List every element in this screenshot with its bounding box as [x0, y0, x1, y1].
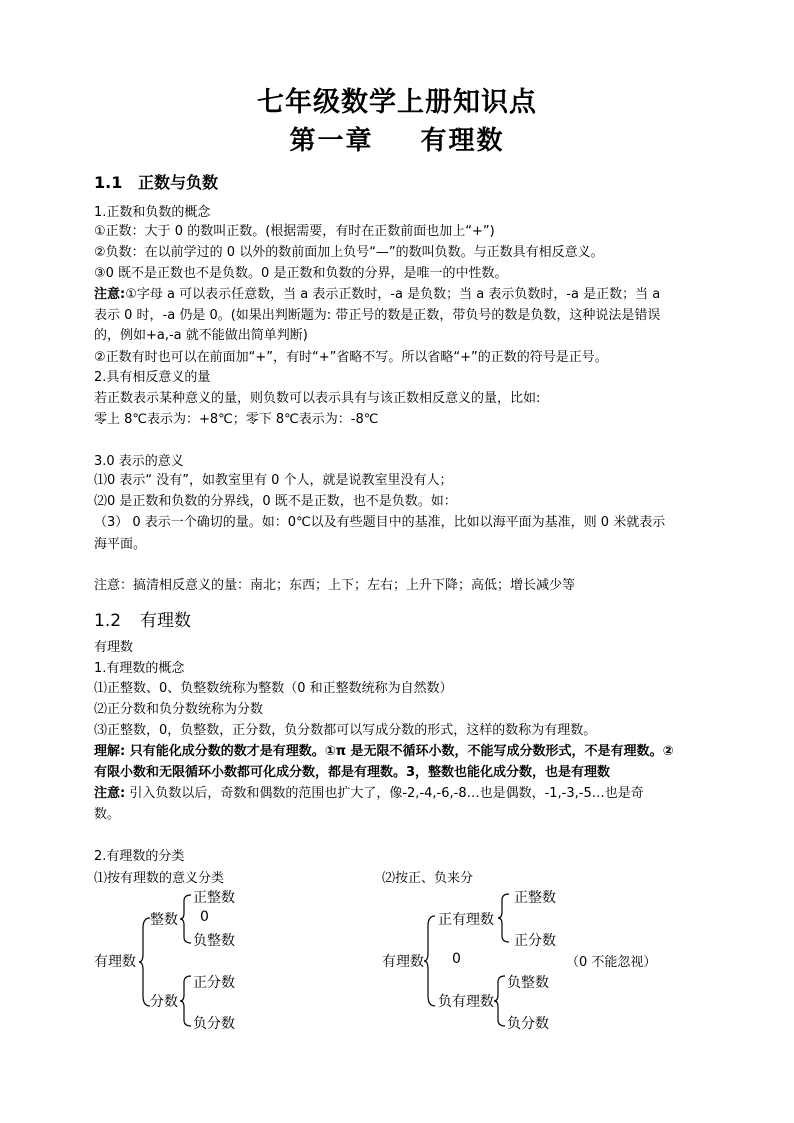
right-tree-zero: 0 [452, 951, 461, 967]
chapter-name: 有理数 [420, 126, 505, 156]
right-tree-neg-int: 负整数 [507, 975, 549, 991]
right-tree-neg-rational: 负有理数 [438, 994, 494, 1010]
left-tree-integer: 整数 [150, 912, 178, 928]
text-line: 表示 0 时，-a 仍是 0。(如果出判断题为: 带正号的数是正数，带负号的数是负数，这种说法是错误 [94, 308, 661, 323]
section-heading-1-1 [94, 170, 218, 193]
text-line: ⑴0 表示“ 没有”，如教室里有 0 个人，就是说教室里没有人； [94, 473, 453, 488]
section-heading-1-2 [94, 606, 191, 631]
text-line: 1.有理数的概念 [94, 661, 185, 676]
left-integer-brace-icon [180, 895, 192, 943]
section-title: 有理数 [140, 611, 191, 631]
text-line: 有限小数和无限循环小数都可化成分数，都是有理数。3，整数也能化成分数，也是有理数 [94, 765, 611, 780]
left-tree-neg-frac: 负分数 [193, 1016, 235, 1032]
section-number: 1.1 [94, 173, 123, 192]
chapter-label: 第一章 [289, 126, 374, 156]
text-line: ⑶正整数，0，负整数，正分数，负分数都可以写成分数的形式，这样的数称为有理数。 [94, 723, 597, 738]
note-text: 引入负数以后，奇数和偶数的范围也扩大了，像-2,-4,-6,-8…也是偶数，-1,-3,-5…也是奇 [129, 786, 644, 801]
left-tree-pos-frac: 正分数 [193, 975, 235, 991]
right-neg-brace-icon [494, 976, 506, 1026]
left-tree-pos-int: 正整数 [193, 890, 235, 906]
text-line: 有理数 [94, 640, 134, 655]
text-line: 3.0 表示的意义 [94, 454, 184, 469]
section-title: 正数与负数 [138, 173, 219, 192]
understand-line [94, 742, 704, 762]
left-tree-neg-int: 负整数 [193, 933, 235, 949]
left-fraction-brace-icon [180, 976, 192, 1026]
right-tree-neg-frac: 负分数 [507, 1016, 549, 1032]
note-line [94, 285, 704, 305]
text-line: 的，例如+a,-a 就不能做出简单判断) [94, 328, 308, 343]
right-pos-brace-icon [498, 894, 510, 942]
text-line: ⑴正整数、0、负整数统称为整数（0 和正整数统称为自然数） [94, 681, 453, 696]
text-line: ⑵正分数和负分数统称为分数 [94, 702, 264, 717]
note-line [94, 784, 704, 804]
text-line: 注意：搞清相反意义的量：南北；东西；上下；左右；上升下降；高低；增长减少等 [94, 578, 576, 593]
right-tree-root: 有理数 [382, 954, 424, 970]
text-line: 海平面。 [94, 537, 147, 552]
right-tree-caption: ⑵按正、负来分 [382, 871, 474, 886]
text-line: ②负数：在以前学过的 0 以外的数前面加上负号“—”的数叫负数。与正数具有相反意义。 [94, 245, 604, 260]
text-line: 数。 [94, 807, 121, 822]
text-line: 零上 8℃表示为：+8℃；零下 8℃表示为：-8℃ [94, 412, 379, 427]
section-number: 1.2 [94, 611, 122, 631]
right-tree-zero-note: （0 不能忽视） [566, 955, 657, 970]
right-tree-pos-rational: 正有理数 [438, 912, 494, 928]
understand-text: 只有能化成分数的数才是有理数。①π 是无限不循环小数，不能写成分数形式，不是有理数。② [129, 744, 674, 759]
left-tree-zero: 0 [200, 909, 209, 925]
text-line: 若正数表示某种意义的量，则负数可以表示具有与该正数相反意义的量，比如: [94, 391, 541, 406]
text-line: （3） 0 表示一个确切的量。如：0℃以及有些题目中的基准，比如以海平面为基准，则 0 米就表示 [94, 515, 666, 530]
right-tree-pos-int: 正整数 [514, 890, 556, 906]
right-root-brace-icon [424, 916, 436, 1006]
left-tree-fraction: 分数 [150, 994, 178, 1010]
left-tree-caption: ⑴按有理数的意义分类 [94, 871, 225, 886]
chapter-title [0, 120, 794, 157]
text-line: ①正数：大于 0 的数叫正数。(根据需要，有时在正数前面也加上“+”) [94, 224, 495, 239]
note-label: 注意: [94, 786, 126, 801]
text-line: ③0 既不是正数也不是负数。0 是正数和负数的分界，是唯一的中性数。 [94, 266, 508, 281]
text-line: ⑵0 是正数和负数的分界线，0 既不是正数，也不是负数。如： [94, 494, 457, 509]
text-line: 1.正数和负数的概念 [94, 205, 211, 220]
text-line: 2.具有相反意义的量 [94, 370, 211, 385]
understand-label: 理解: [94, 744, 126, 759]
right-tree-pos-frac: 正分数 [514, 933, 556, 949]
text-line: 2.有理数的分类 [94, 849, 185, 864]
document-title: 七年级数学上册知识点 [257, 87, 537, 118]
text-line: ②正数有时也可以在前面加“+”，有时“+”省略不写。所以省略“+”的正数的符号是正号。 [94, 350, 608, 365]
left-tree-root: 有理数 [94, 954, 136, 970]
note-label: 注意: [94, 287, 126, 302]
note-text: ①字母 a 可以表示任意数，当 a 表示正数时，-a 是负数；当 a 表示负数时，-a 是正数；当 a [125, 287, 661, 302]
